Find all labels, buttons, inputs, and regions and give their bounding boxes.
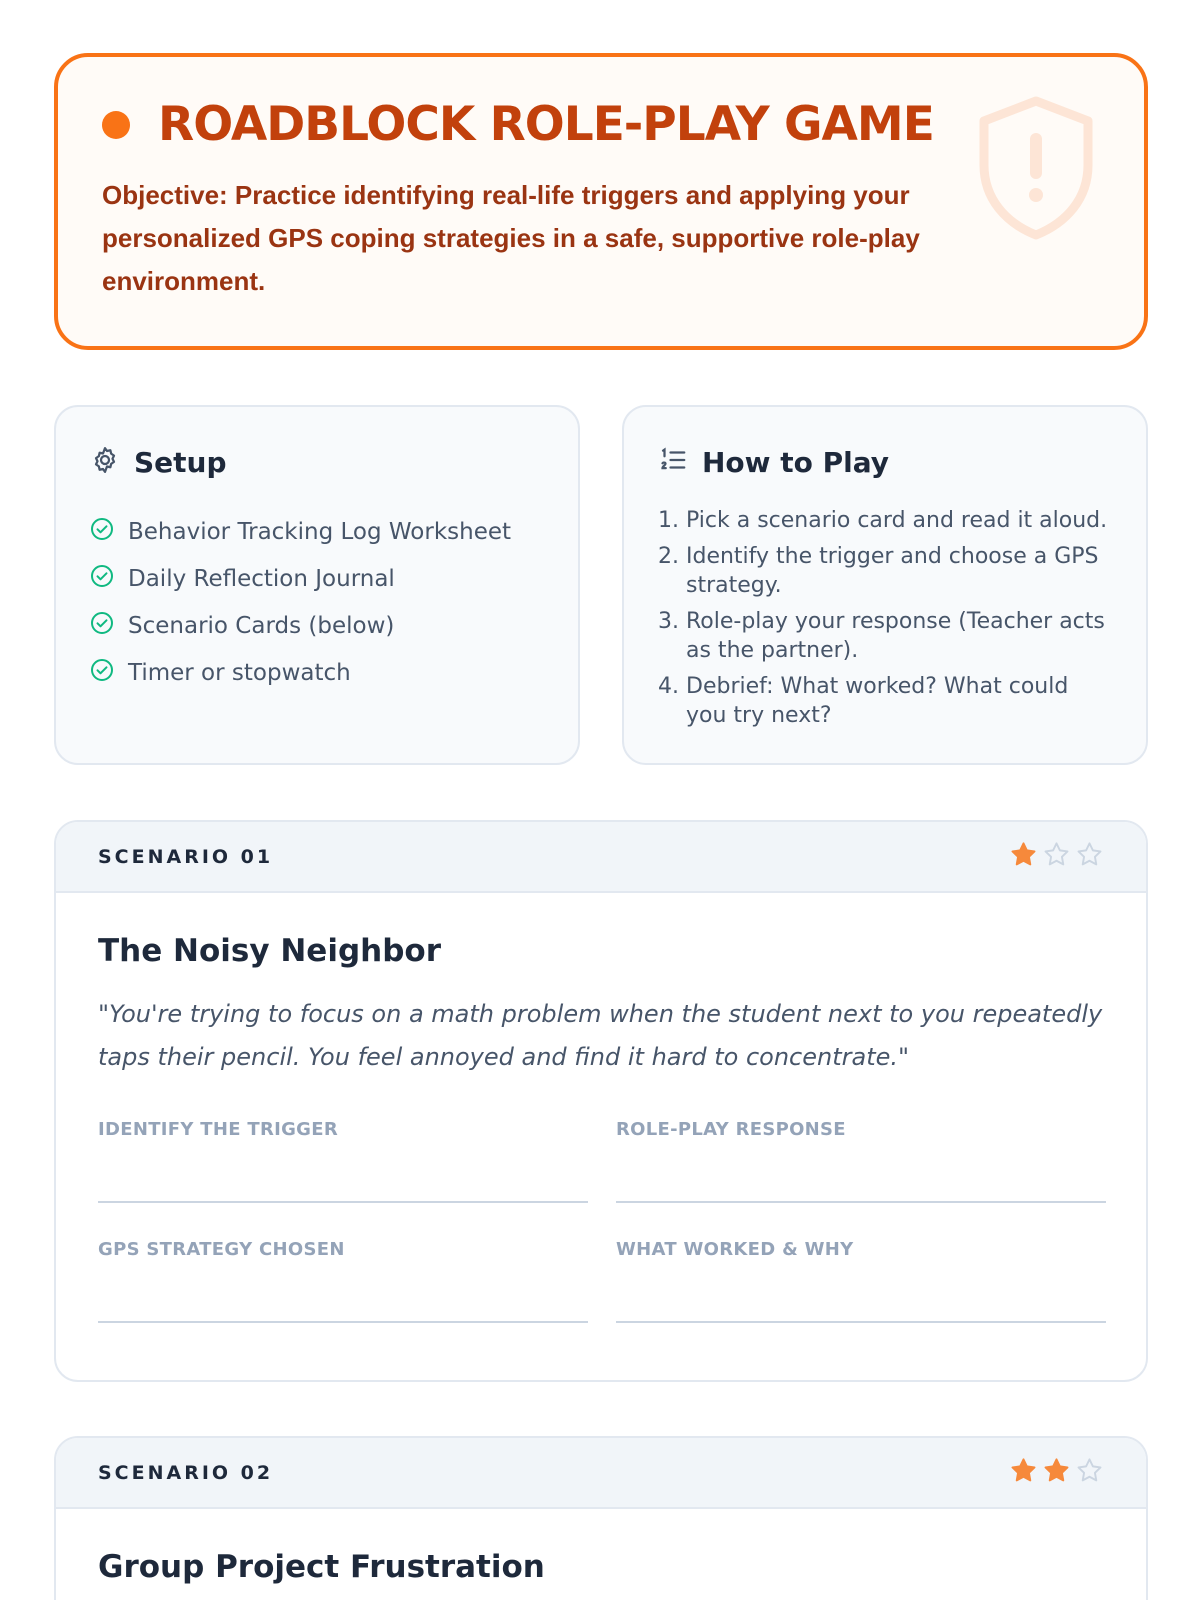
response-fields (98, 1119, 1104, 1323)
star-empty-icon (1042, 840, 1071, 874)
star-filled-icon (1009, 1456, 1038, 1490)
how-to-play-step (658, 672, 1112, 730)
field-label: IDENTIFY THE TRIGGER (98, 1119, 339, 1140)
step-text: Identify the trigger and choose a GPS strategy. (686, 544, 1099, 598)
how-to-play-card (622, 405, 1148, 765)
step-number: 1. (658, 508, 679, 533)
step-text: Role-play your response (Teacher acts as the partner). (686, 609, 1105, 663)
setup-item (90, 602, 544, 649)
star-empty-icon (1075, 840, 1104, 874)
setup-item (90, 649, 544, 696)
check-circle-icon (90, 517, 114, 547)
game-title: ROADBLOCK ROLE-PLAY GAME (158, 97, 934, 152)
step-number: 3. (658, 609, 679, 634)
scenario-body (56, 893, 1146, 1323)
step-text: Debrief: What worked? What could you try next? (686, 674, 1069, 728)
how-to-play-header (658, 445, 1112, 480)
strategy-field[interactable] (98, 1239, 588, 1323)
scenario-label: SCENARIO 01 (98, 845, 274, 868)
step-number: 2. (658, 544, 679, 569)
setup-list (90, 508, 544, 696)
setup-item (90, 555, 544, 602)
step-number: 4. (658, 674, 679, 699)
setup-card (54, 405, 580, 765)
bullet-dot-icon (102, 111, 130, 139)
field-label: GPS STRATEGY CHOSEN (98, 1239, 345, 1260)
difficulty-rating (1009, 1456, 1104, 1490)
setup-header (90, 445, 544, 480)
scenario-title: Group Project Frustration (98, 1549, 545, 1585)
how-to-play-steps (658, 506, 1112, 730)
star-filled-icon (1009, 840, 1038, 874)
how-to-play-step (658, 607, 1112, 665)
setup-item-label: Daily Reflection Journal (128, 565, 395, 592)
ordered-list-icon (658, 445, 688, 480)
difficulty-rating (1009, 840, 1104, 874)
how-to-play-step (658, 542, 1112, 600)
setup-title: Setup (134, 446, 227, 479)
gear-icon (90, 445, 120, 480)
scenario-card-02 (54, 1436, 1148, 1600)
how-to-play-step (658, 506, 1112, 535)
setup-item (90, 508, 544, 555)
star-empty-icon (1075, 1456, 1104, 1490)
star-filled-icon (1042, 1456, 1071, 1490)
game-objective: Objective: Practice identifying real-life triggers and applying your personalized GPS coping strategies in a safe, supportive role-play environment. (102, 180, 920, 296)
response-field[interactable] (616, 1119, 1106, 1203)
check-circle-icon (90, 658, 114, 688)
trigger-field[interactable] (98, 1119, 588, 1203)
scenario-label: SCENARIO 02 (98, 1461, 274, 1484)
scenario-card-01 (54, 820, 1148, 1382)
scenario-header (56, 1438, 1146, 1509)
field-label: ROLE-PLAY RESPONSE (616, 1119, 846, 1140)
scenario-title: The Noisy Neighbor (98, 933, 441, 969)
scenario-header (56, 822, 1146, 893)
setup-item-label: Scenario Cards (below) (128, 612, 395, 639)
setup-item-label: Behavior Tracking Log Worksheet (128, 518, 512, 545)
check-circle-icon (90, 564, 114, 594)
field-label: WHAT WORKED & WHY (616, 1239, 854, 1260)
game-header-card (54, 53, 1148, 350)
step-text: Pick a scenario card and read it aloud. (686, 508, 1108, 533)
check-circle-icon (90, 611, 114, 641)
game-title-row (102, 97, 1100, 152)
scenario-description: "You're trying to focus on a math problem when the student next to you repeatedly taps their pencil. You feel annoyed and find it hard to concentrate." (98, 1000, 1103, 1071)
scenario-body (56, 1509, 1146, 1585)
shield-alert-icon (974, 95, 1098, 246)
how-to-play-title: How to Play (702, 446, 890, 479)
setup-item-label: Timer or stopwatch (128, 659, 351, 686)
reflection-field[interactable] (616, 1239, 1106, 1323)
